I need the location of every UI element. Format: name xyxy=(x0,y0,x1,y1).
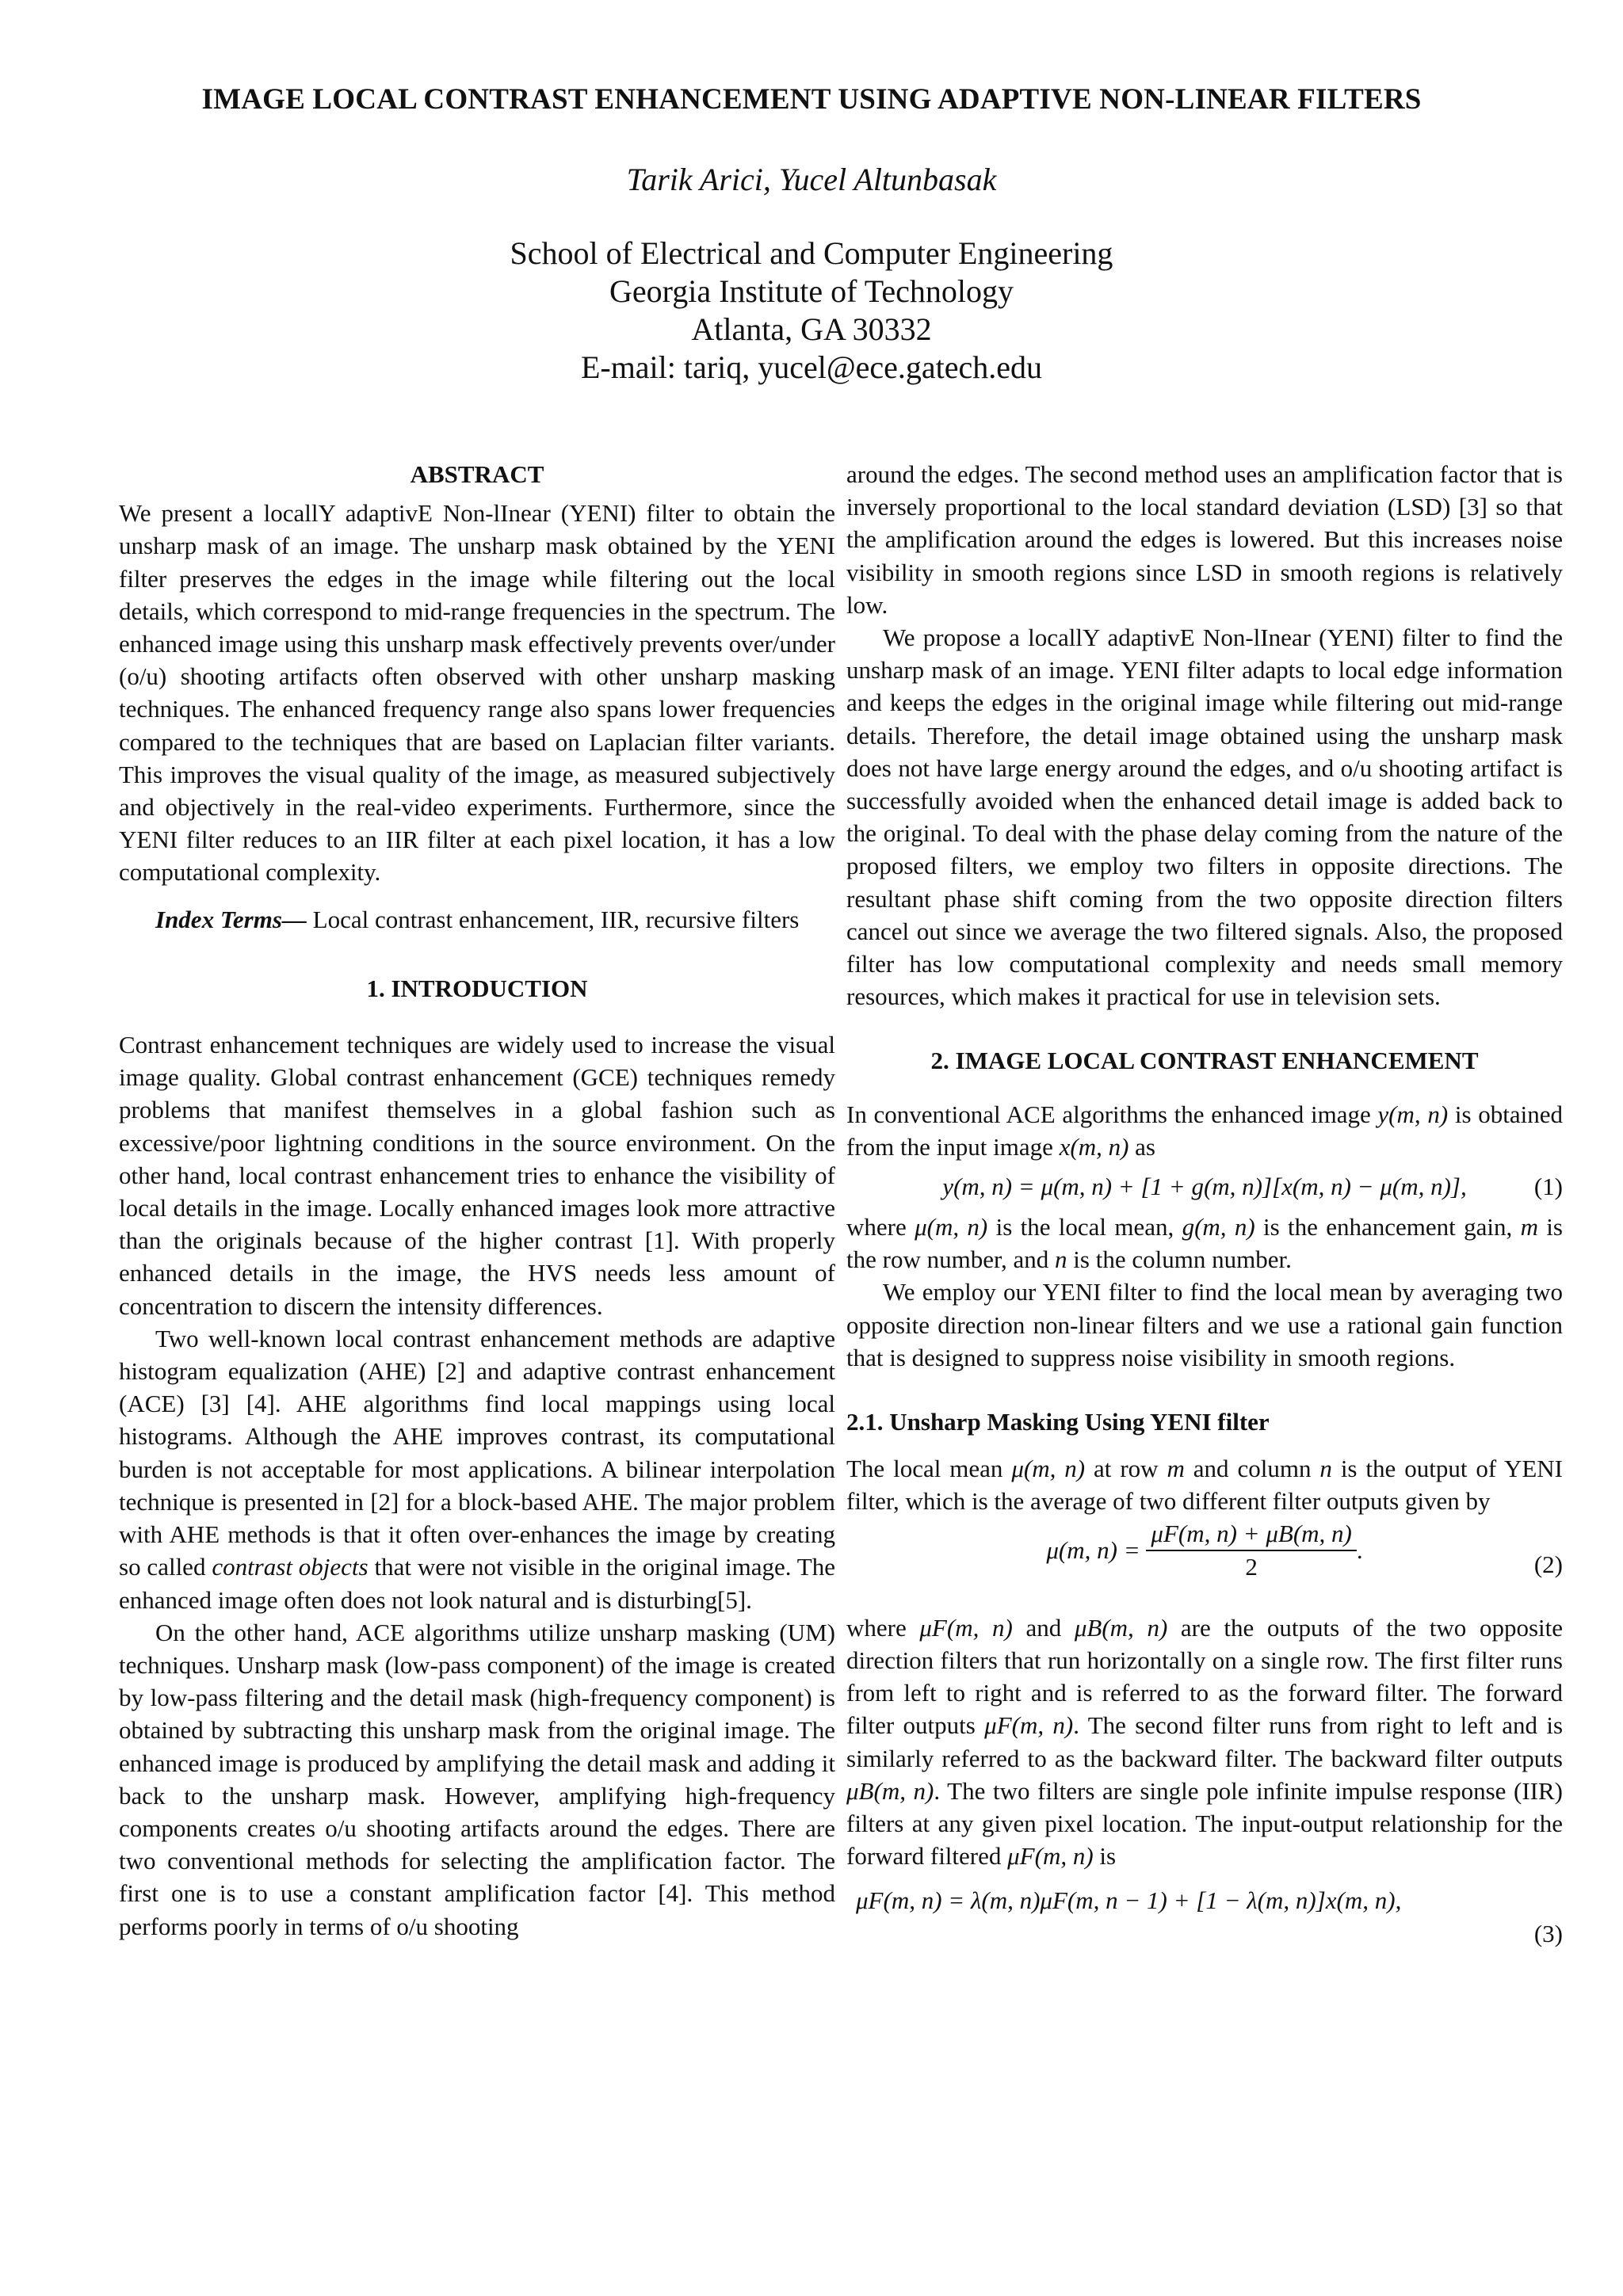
affiliation-email: E-mail: tariq, yucel@ece.gatech.edu xyxy=(580,349,1043,385)
intro-p2-emphasis: contrast objects xyxy=(212,1553,369,1581)
equation-3-body: μF(m, n) = λ(m, n)μF(m, n − 1) + [1 − λ(m, n)]x(m, n), xyxy=(856,1886,1402,1915)
s21-p1-m: m xyxy=(1167,1455,1185,1483)
intro-paragraph-1: Contrast enhancement techniques are widely used to increase the visual image quality. Global contrast enhancement (GCE) techniques remedy problems that manifest themselves in a global fashion such as excessive/poor lightning conditions in the source environment. On the other hand, local contrast enhancement tries to enhance the visibility of local details in the image. Locally enhanced images look more attractive than the originals because of the higher contrast [1]. With properly enhanced details in the image, the HVS needs less amount of concentration to discern the intensity differences. xyxy=(119,1031,835,1320)
s2-p1-b: is obtained from the input image xyxy=(846,1100,1564,1161)
right-column xyxy=(846,458,1563,1951)
s21-p2-b: and xyxy=(1012,1613,1075,1642)
s21-p2-c: are the outputs of the two opposite direction filters that run horizontally on a single row. The first filter runs from left to right and is referred to as the forward filter. The forward filter outputs xyxy=(846,1613,1563,1740)
index-terms-text: Local contrast enhancement, IIR, recursive filters xyxy=(312,905,800,933)
equation-1 xyxy=(846,1163,1563,1211)
intro-paragraph-2 xyxy=(119,1322,835,1616)
s2-p1-x: x(m, n) xyxy=(1059,1132,1129,1161)
equation-2-numerator: μF(m, n) + μB(m, n) xyxy=(1146,1518,1356,1551)
equation-2-number: (2) xyxy=(1533,1550,1563,1578)
paper-title: IMAGE LOCAL CONTRAST ENHANCEMENT USING ADAPTIVE NON-LINEAR FILTERS xyxy=(201,83,1422,116)
equation-2-fraction xyxy=(1146,1518,1356,1583)
s2-p2-c: is the enhancement gain, xyxy=(1254,1213,1521,1241)
s2-p2-e: is the column number. xyxy=(1067,1245,1292,1274)
equation-2-denominator: 2 xyxy=(1245,1552,1258,1581)
index-terms-label: Index Terms— xyxy=(155,905,307,933)
s2-p1-a: In conventional ACE algorithms the enhanced image xyxy=(846,1100,1378,1128)
section-2-paragraph-1 xyxy=(846,1098,1563,1163)
intro-p2-part-b: that were not visible in the original image. The enhanced image often does not look natural and is disturbing[5]. xyxy=(119,1553,835,1614)
equation-1-number: (1) xyxy=(1533,1173,1563,1201)
index-terms xyxy=(119,903,835,936)
section-2-heading: 2. IMAGE LOCAL CONTRAST ENHANCEMENT xyxy=(930,1047,1479,1075)
s21-p1-n: n xyxy=(1319,1455,1332,1483)
s2-p2-n: n xyxy=(1055,1245,1067,1274)
s2-p2-g: g(m, n) xyxy=(1182,1213,1255,1241)
s21-p1-mu: μ(m, n) xyxy=(1011,1455,1086,1483)
intro-paragraph-3-continued: around the edges. The second method uses an amplification factor that is inversely proportional to the local standard deviation (LSD) [3] so that the amplification around the edges is lowered. But this increases noise visibility in smooth regions since LSD in smooth regions is relatively low. xyxy=(846,460,1563,619)
section-2-paragraph-3: We employ our YENI filter to find the local mean by averaging two opposite direction non-linear filters and we use a rational gain function that is designed to suppress noise visibility in smooth regions. xyxy=(846,1278,1563,1371)
intro-p2-part-a: Two well-known local contrast enhancement methods are adaptive histogram equalization (AHE) [2] and adaptive contrast enhancement (ACE) [3] [4]. AHE algorithms find local mappings using local histograms. Although the AHE improves contrast, its computational burden is not acceptable for most applications. A bilinear interpolation technique is presented in [2] for a block-based AHE. The major problem with AHE methods is that it often over-enhances the image by creating so called xyxy=(119,1324,835,1581)
s2-p2-b: is the local mean, xyxy=(987,1213,1182,1241)
affiliation-city: Atlanta, GA 30332 xyxy=(691,311,932,347)
s2-p2-a: where xyxy=(846,1213,915,1241)
subsection-2-1-paragraph-1 xyxy=(846,1452,1563,1517)
abstract-heading: ABSTRACT xyxy=(410,460,544,488)
s2-p1-c: as xyxy=(1128,1132,1155,1161)
intro-heading: 1. INTRODUCTION xyxy=(366,974,588,1002)
left-column xyxy=(119,458,835,1943)
subsection-2-1-heading: 2.1. Unsharp Masking Using YENI filter xyxy=(846,1408,1270,1436)
subsection-2-1-paragraph-2 xyxy=(846,1611,1563,1873)
intro-paragraph-3: On the other hand, ACE algorithms utilize unsharp masking (UM) techniques. Unsharp mask (low-pass component) of the image is created by low-pass filtering and the detail mask (high-frequency component) is obtained by subtracting this unsharp mask from the original image. The enhanced image is produced by amplifying the detail mask and adding it back to the unsharp mask. However, amplifying high-frequency components creates o/u shooting artifacts around the edges. There are two conventional methods for selecting the amplification factor. The first one is to use a constant amplification factor [4]. This method performs poorly in terms of o/u shooting xyxy=(119,1618,835,1940)
affiliation-institute: Georgia Institute of Technology xyxy=(609,273,1014,309)
s2-p2-d: is the row number, and xyxy=(846,1213,1563,1274)
s21-p2-muf: μF(m, n) xyxy=(919,1613,1013,1642)
paper-authors: Tarik Arici, Yucel Altunbasak xyxy=(626,162,997,197)
s21-p2-muf2: μF(m, n) xyxy=(984,1711,1074,1740)
intro-paragraph-4: We propose a locallY adaptivE Non-lInear (YENI) filter to find the unsharp mask of an image. YENI filter adapts to local edge information and keeps the edges in the original image while filtering out mid-range details. Therefore, the detail image obtained using the unsharp mask does not have large energy around the edges, and o/u shooting artifact is successfully avoided when the enhanced detail image is added back to the original. To deal with the phase delay coming from the nature of the proposed filters, we employ two filters in opposite directions. The resultant phase shift coming from the two opposite direction filters cancel out since we average the two filtered signals. Also, the proposed filter has low computational complexity and needs small memory resources, which makes it practical for use in television sets. xyxy=(846,624,1563,1011)
s2-p1-y: y(m, n) xyxy=(1377,1100,1449,1128)
equation-2: μ(m, n) = $\frac{\mu F(m, n) + \mu B(m, n)}{2}$ . (2) xyxy=(846,1518,1563,1611)
s21-p2-mub: μB(m, n) xyxy=(1074,1613,1168,1642)
equation-1-body: y(m, n) = μ(m, n) + [1 + g(m, n)][x(m, n) − μ(m, n)], xyxy=(942,1173,1467,1201)
affiliation-school: School of Electrical and Computer Engineering xyxy=(510,235,1113,271)
affiliation-block xyxy=(0,235,1623,387)
abstract-text: We present a locallY adaptivE Non-lInear (YENI) filter to obtain the unsharp mask of an image. The unsharp mask obtained by the YENI filter preserves the edges in the image while filtering out the local details, which correspond to mid-range frequencies in the spectrum. The enhanced image using this unsharp mask effectively prevents over/under (o/u) shooting artifacts often observed with other unsharp masking techniques. The enhanced frequency range also spans lower frequencies compared to the techniques that are based on Laplacian filter variants. This improves the visual quality of the image, as measured subjectively and objectively in the real-video experiments. Furthermore, since the YENI filter reduces to an IIR filter at each pixel location, it has a low computational complexity. xyxy=(119,499,835,887)
s21-p1-d: is the output of YENI filter, which is the average of two different filter outputs given by xyxy=(846,1455,1563,1516)
s21-p2-d: . The second filter runs from right to left and is similarly referred to as the backward filter. The backward filter outputs xyxy=(846,1711,1564,1772)
s2-p2-mu: μ(m, n) xyxy=(915,1213,988,1241)
s2-p2-m: m xyxy=(1520,1213,1538,1241)
section-2-paragraph-2 xyxy=(846,1211,1563,1276)
equation-3-number: (3) xyxy=(1533,1920,1563,1948)
s21-p2-a: where xyxy=(846,1613,920,1642)
s21-p1-c: and column xyxy=(1184,1455,1320,1483)
equation-2-lhs: μ(m, n) = xyxy=(1046,1535,1140,1564)
s21-p2-f: is xyxy=(1093,1842,1117,1871)
s21-p1-b: at row xyxy=(1085,1455,1167,1483)
s21-p1-a: The local mean xyxy=(846,1455,1012,1483)
s21-p2-muf3: μF(m, n) xyxy=(1007,1842,1094,1871)
equation-3 xyxy=(846,1883,1563,1951)
s21-p2-e: . The two filters are single pole infinite impulse response (IIR) filters at any given pixel location. The input-output relationship for the forward filtered xyxy=(846,1776,1564,1871)
s21-p2-mub2: μB(m, n) xyxy=(846,1776,934,1805)
